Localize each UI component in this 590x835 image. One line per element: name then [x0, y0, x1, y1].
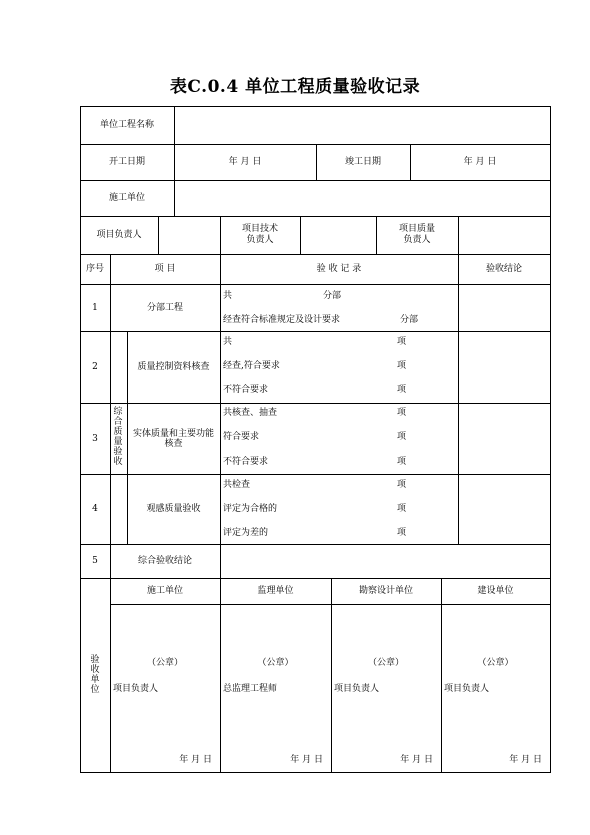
table-rule: [110, 578, 111, 773]
finish-date-value: 年 月 日: [463, 157, 497, 167]
acceptance-unit-name: 施工单位: [146, 586, 183, 596]
table-rule: [80, 216, 551, 217]
row-number: 5: [92, 556, 98, 566]
signatory-label: 项目负责人: [444, 684, 490, 694]
signature-date: 年 月 日: [179, 755, 212, 765]
table-rule: [80, 254, 551, 255]
tech-manager-label: 项目技术: [241, 224, 278, 234]
record-line: 经查符合标准规定及设计要求: [223, 315, 341, 325]
row-item: 核查: [164, 438, 183, 449]
record-line: 共: [223, 291, 233, 301]
acceptance-unit-name: 勘察设计单位: [358, 586, 413, 596]
quality-manager-label: 项目质量: [398, 224, 435, 234]
table-rule: [80, 284, 551, 285]
col-conclusion-header: 验收结论: [485, 264, 522, 274]
record-line: 共检查: [223, 480, 251, 490]
table-rule: [158, 216, 159, 255]
table-rule: [331, 578, 332, 773]
row-item: 观感质量验收: [146, 504, 201, 514]
record-unit: 项: [397, 361, 407, 371]
row-item: 实体质量和主要功能: [132, 428, 214, 439]
record-line: 不符合要求: [223, 457, 269, 467]
record-line: 共: [223, 337, 233, 347]
record-unit: 项: [397, 337, 407, 347]
row-number: 3: [92, 433, 98, 444]
col-no-header: 序号: [85, 264, 104, 274]
record-unit: 项: [397, 480, 407, 490]
official-seal-placeholder: （公章）: [477, 658, 514, 668]
table-rule: [441, 578, 442, 773]
record-unit: 项: [397, 432, 407, 442]
record-unit: 分部: [323, 291, 342, 301]
table-rule: [80, 544, 551, 545]
official-seal-placeholder: （公章）: [257, 658, 294, 668]
record-unit: 项: [397, 457, 407, 467]
tech-manager-label: 负责人: [246, 235, 274, 245]
record-line: 不符合要求: [223, 385, 269, 395]
start-date-value: 年 月 日: [228, 157, 262, 167]
row-number: 4: [92, 504, 98, 514]
acceptance-units-label: 验 收 单 位: [90, 655, 100, 695]
start-date-label: 开工日期: [108, 157, 145, 167]
table-rule: [220, 578, 221, 773]
signature-date: 年 月 日: [290, 755, 323, 765]
record-line: 评定为差的: [223, 528, 269, 538]
official-seal-placeholder: （公章）: [146, 658, 183, 668]
table-rule: [80, 106, 551, 107]
record-line: 经查,符合要求: [223, 361, 280, 371]
signature-date: 年 月 日: [509, 755, 542, 765]
row-item: 综合验收结论: [137, 556, 192, 566]
record-unit: 项: [397, 385, 407, 395]
acceptance-unit-name: 监理单位: [257, 586, 294, 596]
signatory-label: 项目负责人: [113, 684, 159, 694]
col-item-header: 项 目: [154, 264, 176, 274]
table-rule: [458, 216, 459, 255]
col-record-header: 验 收 记 录: [316, 264, 362, 274]
contractor-label: 施工单位: [108, 193, 145, 203]
record-line: 共核查、抽查: [223, 408, 278, 418]
table-rule: [80, 474, 551, 475]
record-line: 符合要求: [223, 432, 260, 442]
table-rule: [458, 254, 459, 545]
table-rule: [80, 403, 551, 404]
table-rule: [80, 578, 551, 579]
record-unit: 项: [397, 408, 407, 418]
table-rule: [80, 331, 551, 332]
quality-manager-label: 负责人: [403, 235, 431, 245]
acceptance-unit-name: 建设单位: [477, 586, 514, 596]
signatory-label: 项目负责人: [334, 684, 380, 694]
row-item: 质量控制资料核查: [137, 362, 210, 372]
official-seal-placeholder: （公章）: [367, 658, 404, 668]
project-manager-label: 项目负责人: [96, 230, 142, 240]
signature-date: 年 月 日: [400, 755, 433, 765]
record-unit: 项: [397, 504, 407, 514]
record-unit: 项: [397, 528, 407, 538]
table-rule: [300, 216, 301, 255]
signatory-label: 总监理工程师: [223, 684, 278, 694]
finish-date-label: 竣工日期: [344, 157, 381, 167]
record-unit: 分部: [400, 315, 419, 325]
table-rule: [220, 254, 221, 579]
table-rule: [80, 772, 551, 773]
row-item: 分部工程: [146, 302, 183, 313]
comprehensive-quality-label: 综 合 质 量 验 收: [113, 407, 123, 467]
record-line: 评定为合格的: [223, 504, 278, 514]
row-number: 1: [92, 302, 98, 313]
project-name-label: 单位工程名称: [99, 120, 154, 130]
row-number: 2: [92, 362, 98, 372]
table-rule: [550, 106, 551, 773]
document-title: 表C.0.4 单位工程质量验收记录: [169, 77, 421, 97]
